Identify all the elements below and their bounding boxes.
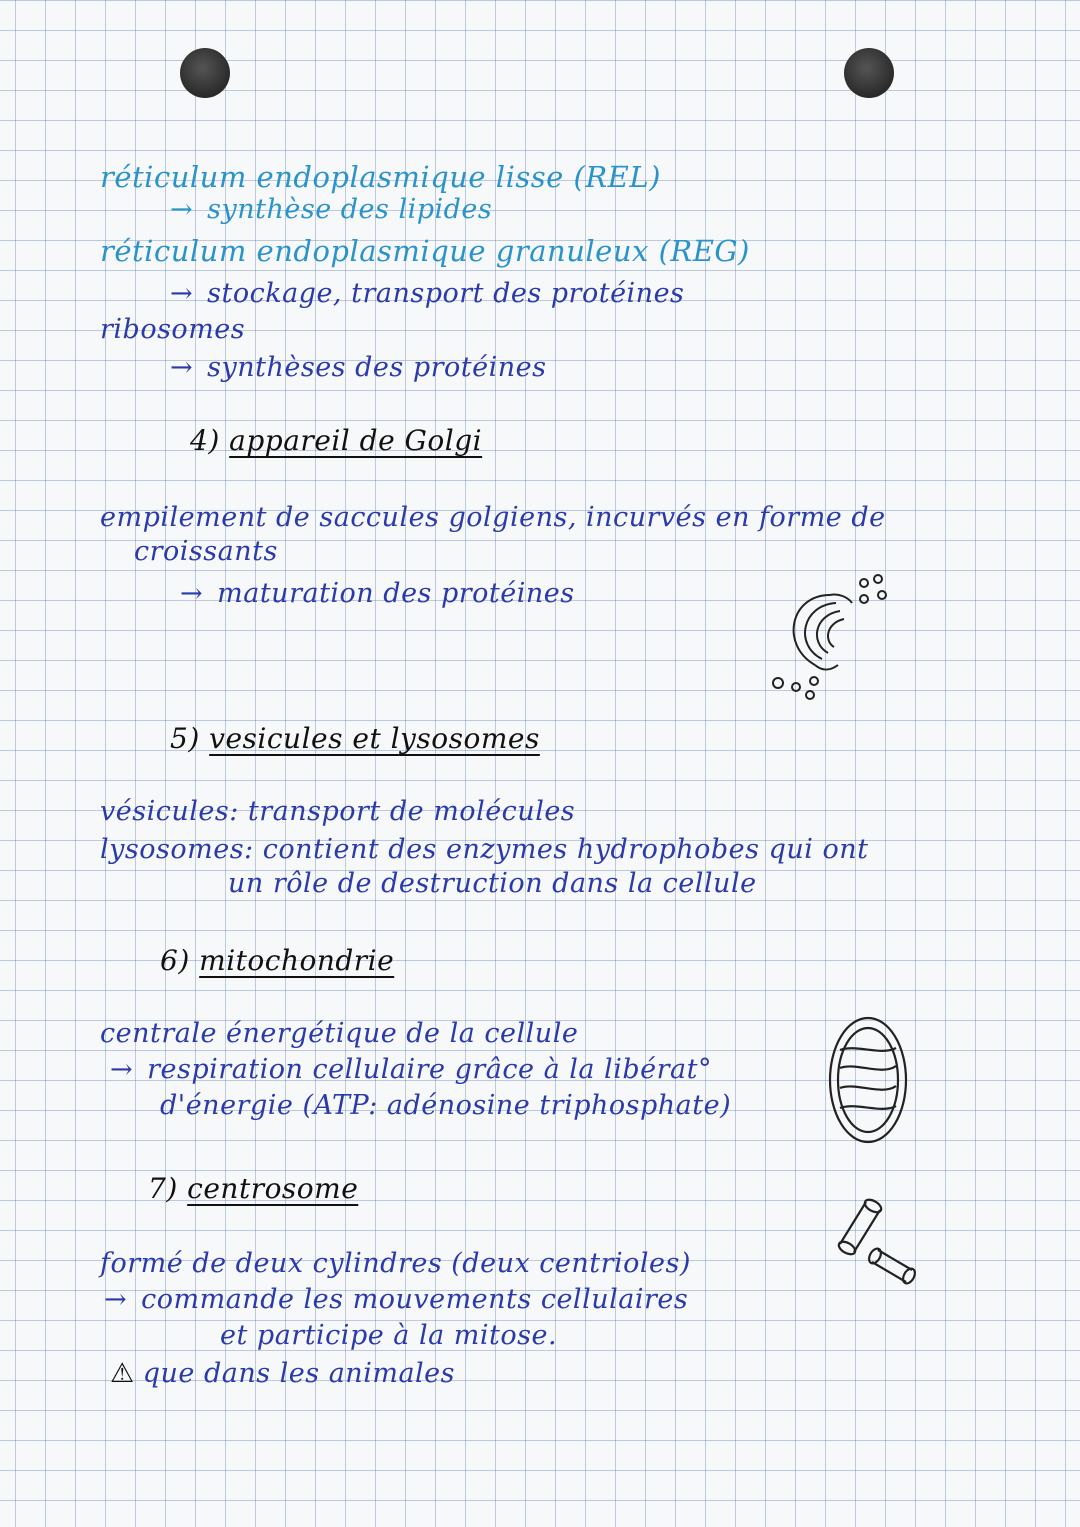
mito-description: centrale énergétique de la cellule	[100, 1018, 579, 1049]
heading-vesicules: 5) vesicules et lysosomes	[170, 722, 540, 755]
centrioles-sketch	[826, 1190, 936, 1290]
mito-function: → respiration cellulaire grâce à la libérat°	[110, 1054, 712, 1085]
arrow-icon: →	[110, 1054, 134, 1085]
centrosome-note: ⚠ que dans les animales	[110, 1358, 456, 1389]
ribosomes-title: ribosomes	[100, 314, 246, 345]
arrow-icon: →	[170, 278, 194, 309]
mito-function-cont: d'énergie (ATP: adénosine triphosphate)	[160, 1090, 732, 1121]
heading-mitochondrie: 6) mitochondrie	[160, 944, 395, 977]
lysosomes-text: lysosomes: contient des enzymes hydrophobes qui ont	[100, 834, 869, 865]
arrow-icon: →	[170, 194, 194, 225]
mitochondria-sketch	[826, 1010, 912, 1150]
reg-title: réticulum endoplasmique granuleux (REG)	[100, 234, 750, 268]
warning-icon: ⚠	[110, 1358, 135, 1389]
heading-golgi: 4) appareil de Golgi	[190, 424, 483, 457]
golgi-description-cont: croissants	[134, 536, 278, 567]
vesicules-text: vésicules: transport de molécules	[100, 796, 576, 827]
arrow-icon: →	[104, 1284, 128, 1315]
centrosome-function-cont: et participe à la mitose.	[220, 1320, 558, 1351]
arrow-icon: →	[170, 352, 194, 383]
heading-centrosome: 7) centrosome	[148, 1172, 359, 1205]
arrow-icon: →	[180, 578, 204, 609]
ribosomes-function: → synthèses des protéines	[170, 352, 547, 383]
golgi-sketch	[760, 565, 910, 705]
golgi-description: empilement de saccules golgiens, incurvés en forme de	[100, 502, 886, 533]
rel-title: réticulum endoplasmique lisse (REL)	[100, 160, 661, 194]
golgi-function: → maturation des protéines	[180, 578, 575, 609]
centrosome-function: → commande les mouvements cellulaires	[104, 1284, 689, 1315]
lysosomes-text-cont: un rôle de destruction dans la cellule	[228, 868, 757, 899]
centrosome-description: formé de deux cylindres (deux centrioles)	[100, 1248, 691, 1279]
punch-hole-right	[844, 48, 894, 98]
rel-function: → synthèse des lipides	[170, 194, 493, 225]
reg-function: → stockage, transport des protéines	[170, 278, 685, 309]
punch-hole-left	[180, 48, 230, 98]
